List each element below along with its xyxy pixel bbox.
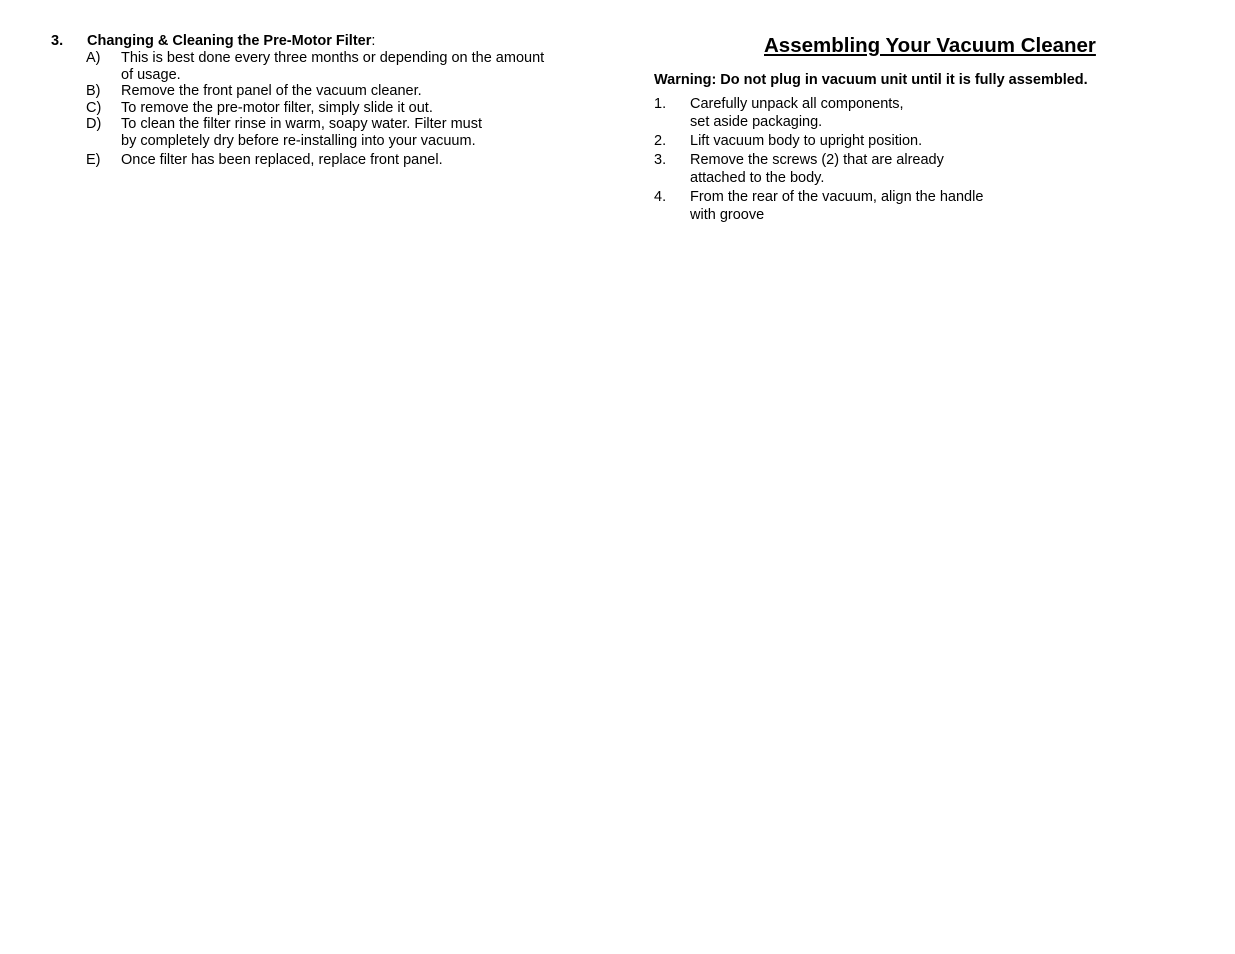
list-item-text: Once filter has been replaced, replace front panel. [121, 152, 443, 168]
list-item [86, 83, 591, 100]
step-text: with groove [690, 207, 765, 223]
list-item-text: To remove the pre-motor filter, simply slide it out. [121, 99, 433, 116]
step-number: 3. [654, 152, 667, 168]
assembly-steps-list [654, 95, 1150, 225]
list-item-letter: A) [86, 50, 101, 66]
list-item [86, 152, 591, 169]
step-text: Carefully unpack all components, [690, 96, 904, 112]
filter-steps-list [86, 50, 591, 169]
step-text: set aside packaging. [690, 114, 823, 130]
step-text: attached to the body. [690, 170, 825, 186]
list-item-letter: E) [86, 152, 101, 168]
list-item-letter: D) [86, 116, 102, 132]
section-title [87, 33, 375, 50]
list-item-text: To clean the filter rinse in warm, soapy water. Filter must [121, 116, 483, 132]
list-item [654, 151, 1150, 187]
section-title-colon: : [371, 33, 376, 49]
step-number: 4. [654, 189, 667, 205]
list-item-letter: C) [86, 99, 102, 116]
list-item [654, 188, 1150, 224]
section-title-text: Changing & Cleaning the Pre-Motor Filter [87, 33, 372, 49]
list-item-text: by completely dry before re-installing into your vacuum. [121, 132, 476, 149]
page-title: Assembling Your Vacuum Cleaner [764, 34, 1096, 57]
list-item [86, 116, 591, 149]
list-item [86, 100, 591, 117]
step-text: From the rear of the vacuum, align the handle [690, 189, 984, 205]
step-number: 1. [654, 96, 667, 112]
list-item-letter: B) [86, 83, 101, 99]
section-number: 3. [51, 33, 64, 49]
list-item [654, 95, 1150, 131]
step-text: Remove the screws (2) that are already [690, 152, 944, 168]
step-text: Lift vacuum body to upright position. [690, 133, 923, 149]
list-item [86, 50, 591, 83]
list-item-text: Remove the front panel of the vacuum cleaner. [121, 83, 422, 99]
list-item-text: This is best done every three months or depending on the amount [121, 50, 545, 66]
step-number: 2. [654, 133, 667, 149]
list-item [654, 132, 1150, 150]
warning-text: Warning: Do not plug in vacuum unit until it is fully assembled. [654, 72, 1088, 88]
list-item-text: of usage. [121, 66, 181, 83]
